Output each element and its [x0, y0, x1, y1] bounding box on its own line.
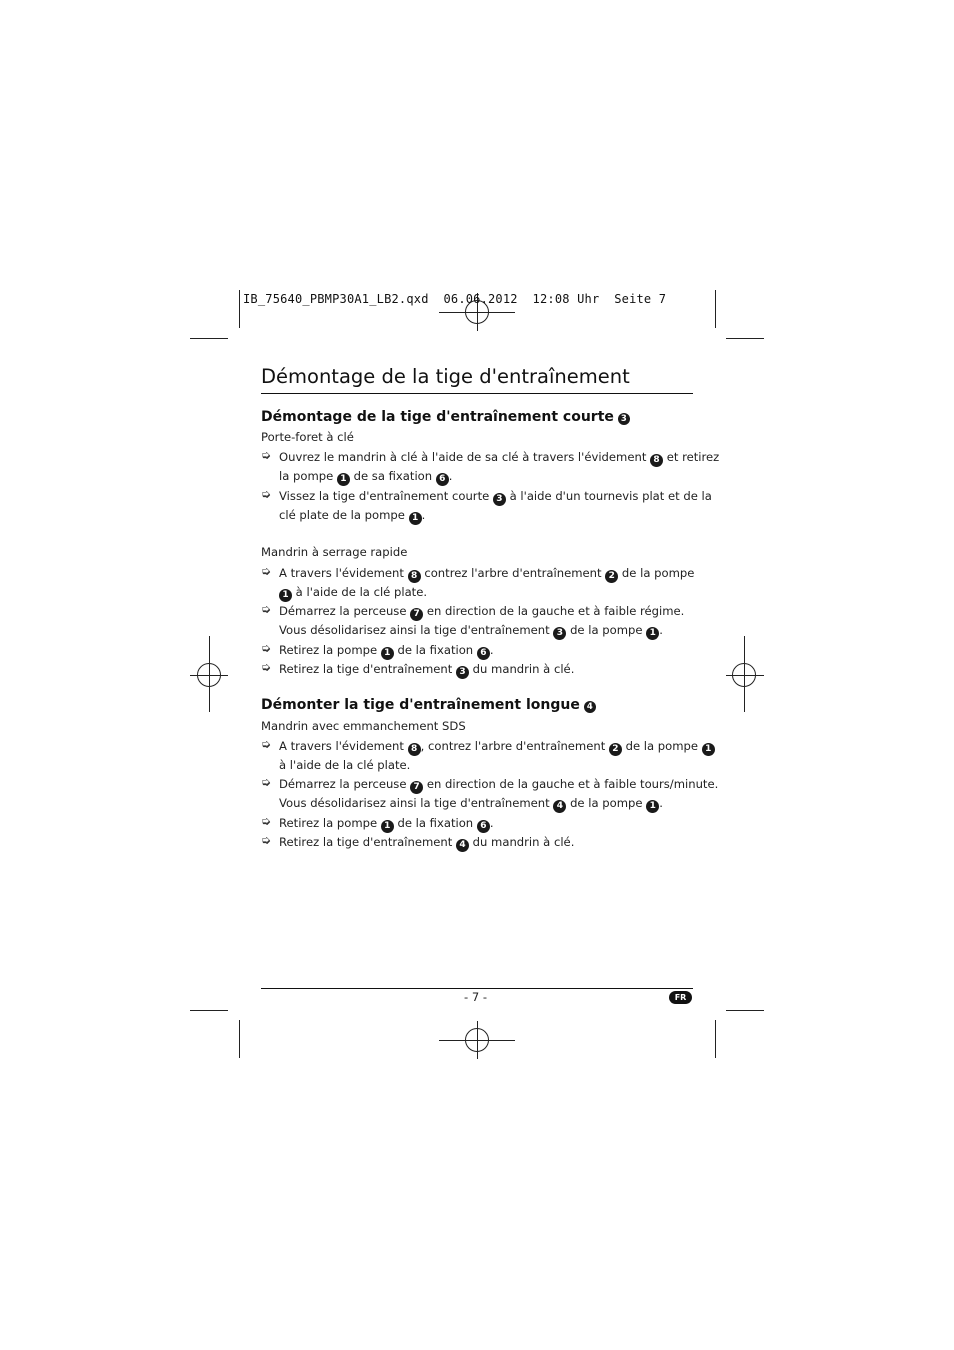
crop-mark: [715, 290, 716, 328]
part-number-badge: 8: [408, 743, 421, 756]
section-heading-text: Démonter la tige d'entraînement longue: [261, 697, 580, 713]
part-number-badge: 7: [410, 608, 423, 621]
step-text: la pompe: [279, 469, 337, 483]
crop-mark: [715, 1020, 716, 1058]
section-heading-text: Démontage de la tige d'entraînement courte: [261, 409, 614, 425]
step-line: [279, 814, 494, 833]
step-line: [279, 448, 719, 467]
part-number-badge: 3: [456, 666, 469, 679]
part-number-badge: 2: [605, 570, 618, 583]
step-text: de sa fixation: [349, 469, 436, 483]
step-text: à l'aide d'un tournevis plat et de la: [505, 489, 712, 503]
part-number-badge: 6: [436, 473, 449, 486]
arrow-bullet-icon: ➭: [261, 564, 272, 578]
crop-mark: [190, 338, 228, 339]
part-number-badge: 1: [381, 820, 394, 833]
step-text: .: [489, 643, 494, 657]
step-line: [279, 487, 712, 506]
arrow-bullet-icon: ➭: [261, 602, 272, 616]
part-number-badge: 4: [456, 839, 469, 852]
registration-circle: [197, 663, 221, 687]
step-line: [279, 660, 574, 679]
part-number-badge: 1: [381, 647, 394, 660]
step-line: [279, 794, 663, 813]
step-text: du mandrin à clé.: [468, 835, 575, 849]
step-text: A travers l'évidement: [279, 566, 408, 580]
part-number-badge: 3: [553, 627, 566, 640]
step-text: Retirez la pompe: [279, 816, 381, 830]
step-text: de la fixation: [393, 816, 477, 830]
registration-circle: [732, 663, 756, 687]
part-number-badge: 1: [409, 512, 422, 525]
part-number-badge: 1: [279, 589, 292, 602]
step-line: [279, 583, 427, 602]
step-text: , contrez l'arbre d'entraînement: [420, 739, 609, 753]
title-rule: [261, 393, 693, 394]
step-text: contrez l'arbre d'entraînement: [420, 566, 606, 580]
arrow-bullet-icon: ➭: [261, 448, 272, 462]
step-text: de la pompe: [566, 623, 647, 637]
step-text: et retirez: [663, 450, 720, 464]
arrow-bullet-icon: ➭: [261, 833, 272, 847]
step-text: du mandrin à clé.: [468, 662, 575, 676]
part-number-badge: 7: [410, 781, 423, 794]
step-text: Démarrez la perceuse: [279, 777, 411, 791]
step-text: .: [489, 816, 494, 830]
part-number-badge: 8: [408, 570, 421, 583]
footer-rule: [261, 988, 693, 989]
part-number-badge: 1: [646, 627, 659, 640]
arrow-bullet-icon: ➭: [261, 737, 272, 751]
arrow-bullet-icon: ➭: [261, 775, 272, 789]
step-text: .: [421, 508, 426, 522]
registration-circle: [465, 1028, 489, 1052]
arrow-bullet-icon: ➭: [261, 814, 272, 828]
step-line: [279, 833, 574, 852]
arrow-bullet-icon: ➭: [261, 487, 272, 501]
step-text: .: [659, 623, 663, 637]
part-number-badge: 1: [702, 743, 715, 756]
step-text: .: [659, 796, 663, 810]
arrow-bullet-icon: ➭: [261, 660, 272, 674]
part-number-badge: 6: [477, 647, 490, 660]
step-text: Démarrez la perceuse: [279, 604, 411, 618]
step-text: en direction de la gauche et à faible régime.: [423, 604, 685, 618]
step-text: Retirez la tige d'entraînement: [279, 835, 456, 849]
step-text: clé plate de la pompe: [279, 508, 409, 522]
arrow-bullet-icon: ➭: [261, 641, 272, 655]
crop-mark: [239, 1020, 240, 1058]
step-line: [279, 737, 715, 756]
crop-mark: [726, 338, 764, 339]
part-number-badge: 3: [493, 493, 506, 506]
subsection-label: Mandrin à serrage rapide: [261, 545, 408, 559]
step-text: Retirez la tige d'entraînement: [279, 662, 456, 676]
step-text: A travers l'évidement: [279, 739, 408, 753]
step-text: Vissez la tige d'entraînement courte: [279, 489, 493, 503]
step-text: de la pompe: [618, 566, 695, 580]
crop-mark: [726, 1010, 764, 1011]
section-heading: [261, 409, 630, 425]
part-number-badge: 1: [646, 800, 659, 813]
subsection-label: Mandrin avec emmanchement SDS: [261, 719, 466, 733]
step-line: [279, 506, 425, 525]
step-text: à l'aide de la clé plate.: [279, 758, 411, 772]
subsection-label: Porte-foret à clé: [261, 430, 354, 444]
part-number-badge: 6: [477, 820, 490, 833]
step-text: de la pompe: [621, 739, 702, 753]
step-line: [279, 467, 452, 486]
step-text: à l'aide de la clé plate.: [292, 585, 428, 599]
language-badge: FR: [669, 991, 692, 1004]
step-text: .: [448, 469, 453, 483]
step-text: de la fixation: [393, 643, 477, 657]
step-text: Retirez la pompe: [279, 643, 381, 657]
part-number-badge: 4: [553, 800, 566, 813]
part-number-badge: 1: [337, 473, 350, 486]
step-line: [279, 564, 694, 583]
part-number-badge: 8: [650, 454, 663, 467]
crop-mark: [190, 1010, 228, 1011]
step-line: [279, 602, 684, 621]
page-number: - 7 -: [464, 990, 488, 1004]
step-line: [279, 756, 410, 775]
step-text: Vous désolidarisez ainsi la tige d'entraînement: [279, 796, 554, 810]
part-number-badge: 4: [584, 701, 596, 713]
step-text: Ouvrez le mandrin à clé à l'aide de sa clé à travers l'évidement: [279, 450, 651, 464]
part-number-badge: 2: [609, 743, 622, 756]
step-text: de la pompe: [566, 796, 647, 810]
part-number-badge: 3: [618, 413, 630, 425]
step-text: Vous désolidarisez ainsi la tige d'entraînement: [279, 623, 554, 637]
print-slug: IB_75640_PBMP30A1_LB2.qxd 06.06.2012 12:08 Uhr Seite 7: [243, 292, 667, 306]
step-line: [279, 775, 718, 794]
step-line: [279, 641, 494, 660]
section-heading: [261, 697, 596, 713]
crop-mark: [239, 290, 240, 328]
step-line: [279, 621, 663, 640]
step-text: en direction de la gauche et à faible tours/minute.: [423, 777, 719, 791]
page-title: Démontage de la tige d'entraînement: [261, 365, 630, 388]
